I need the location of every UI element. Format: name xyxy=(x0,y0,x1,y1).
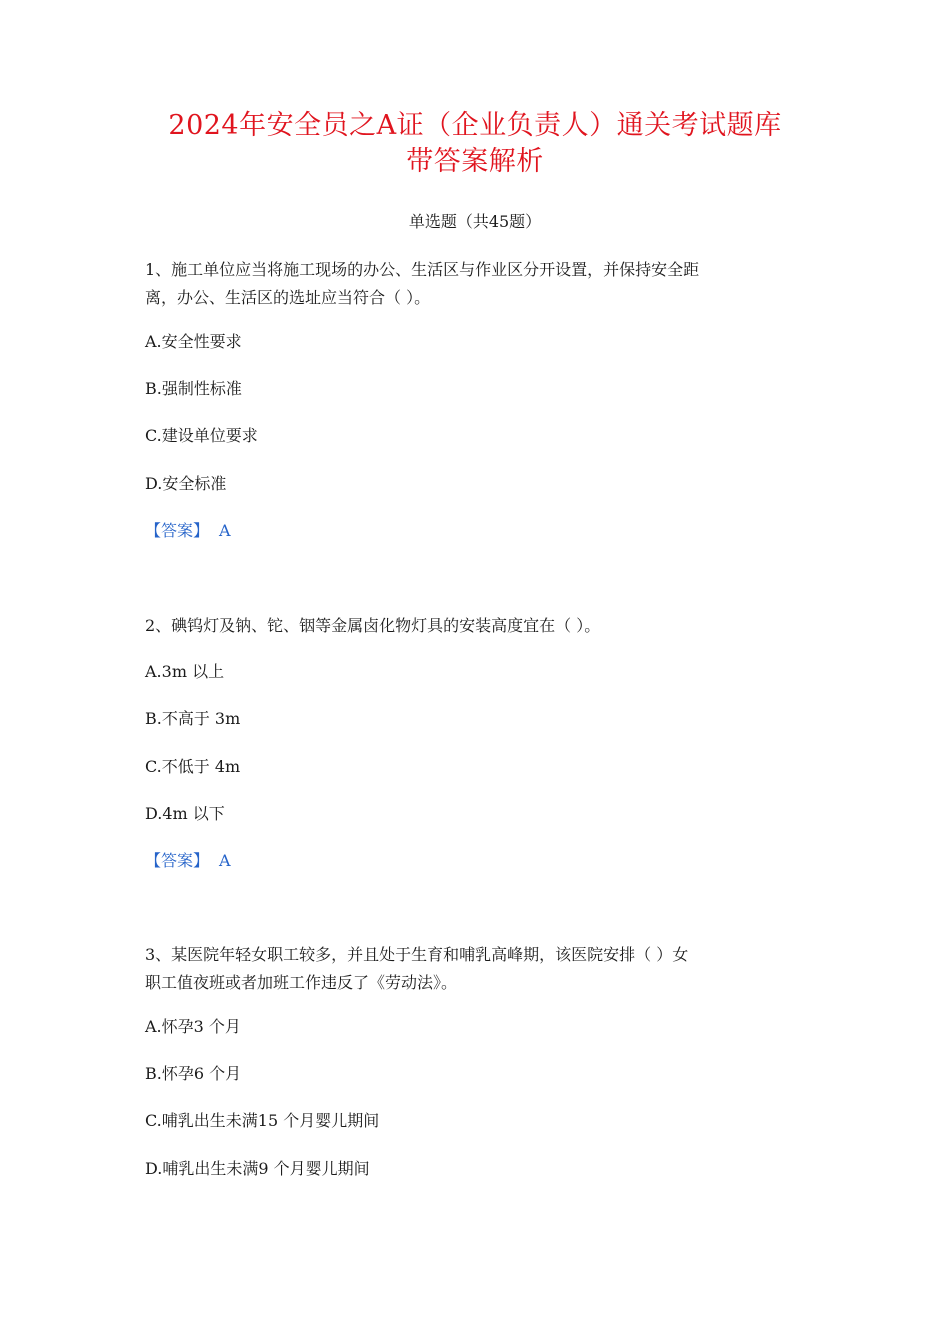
question-3-option-c: C.哺乳出生未满15 个月婴儿期间 xyxy=(145,1111,380,1130)
question-3-option-d: D.哺乳出生未满9 个月婴儿期间 xyxy=(145,1159,370,1178)
question-1-answer xyxy=(145,519,825,543)
question-3-option-a: A.怀孕3 个月 xyxy=(145,1017,241,1036)
question-3-stem-line2: 职工值夜班或者加班工作违反了《劳动法》。 xyxy=(145,973,458,992)
question-1-stem-line2: 离，办公、生活区的选址应当符合（ ）。 xyxy=(145,288,431,307)
document-title-line1: 2024年安全员之A证（企业负责人）通关考试题库 xyxy=(168,110,782,141)
question-2-answer xyxy=(145,849,825,873)
question-2-option-b: B.不高于 3m xyxy=(145,709,241,728)
question-1-option-a: A.安全性要求 xyxy=(145,332,242,351)
answer-label: 【答案】 xyxy=(145,851,210,870)
answer-value: A xyxy=(219,521,231,540)
section-heading: 单选题（共45题） xyxy=(408,212,542,231)
question-1-stem-line1: 1、施工单位应当将施工现场的办公、生活区与作业区分开设置，并保持安全距 xyxy=(145,260,700,279)
question-1-option-c: C.建设单位要求 xyxy=(145,426,258,445)
answer-value: A xyxy=(219,851,231,870)
question-1-option-b: B.强制性标准 xyxy=(145,379,242,398)
question-2-stem-line1: 2、碘钨灯及钠、铊、铟等金属卤化物灯具的安装高度宜在（ ）。 xyxy=(145,616,601,635)
question-2-option-a: A.3m 以上 xyxy=(145,662,225,681)
question-3-stem-line1: 3、某医院年轻女职工较多，并且处于生育和哺乳高峰期，该医院安排（ ）女 xyxy=(145,945,689,964)
question-2-option-c: C.不低于 4m xyxy=(145,757,241,776)
question-2-option-d: D.4m 以下 xyxy=(145,804,225,823)
answer-label: 【答案】 xyxy=(145,521,210,540)
question-1-option-d: D.安全标准 xyxy=(145,474,227,493)
question-3-option-b: B.怀孕6 个月 xyxy=(145,1064,242,1083)
document-title-line2: 带答案解析 xyxy=(406,146,544,177)
